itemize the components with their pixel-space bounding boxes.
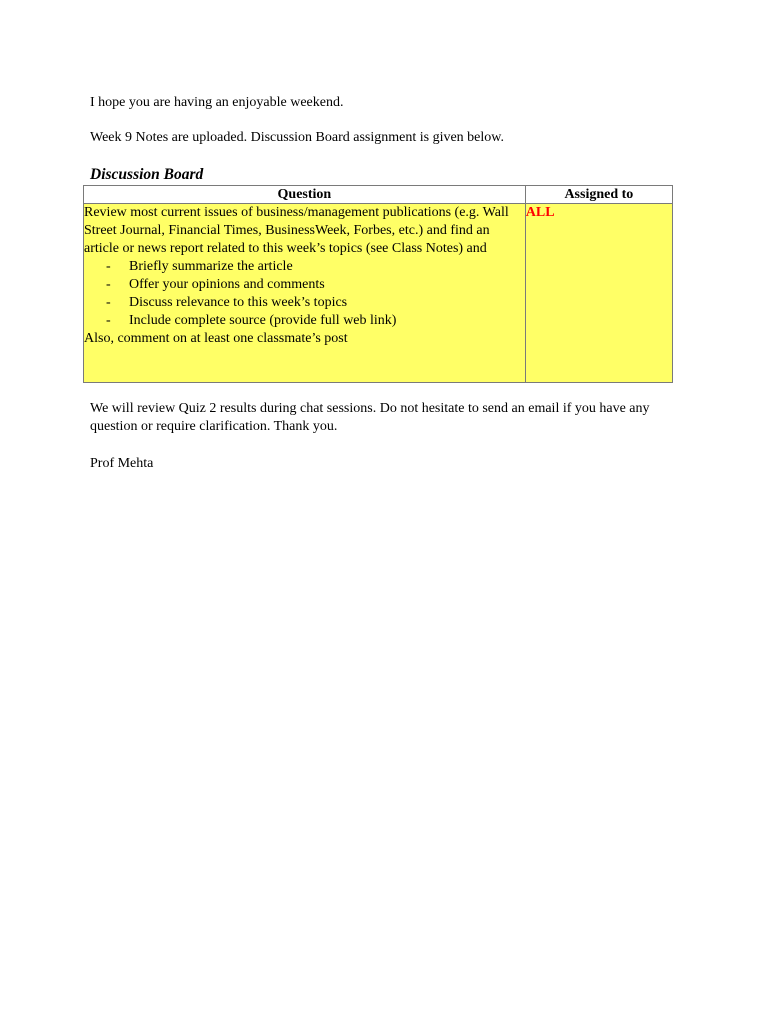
question-column-header: Question [84,186,526,204]
table-row [84,204,673,383]
greeting-text: I hope you are having an enjoyable weekend. [90,95,344,110]
closing-text: We will review Quiz 2 results during chat sessions. Do not hesitate to send an email if you have any question or require clarification. Thank you. [90,401,650,434]
list-item-text: Briefly summarize the article [129,259,293,274]
list-item [84,312,525,330]
dash-bullet-icon: - [106,295,111,310]
section-title: Discussion Board [90,166,204,183]
assigned-to-column-header: Assigned to [525,186,672,204]
list-item-text: Offer your opinions and comments [129,277,325,292]
assigned-to-cell [525,204,672,383]
question-outro-text: Also, comment on at least one classmate’s post [84,331,348,346]
list-item [84,258,525,276]
discussion-board-table [83,185,673,383]
dash-bullet-icon: - [106,313,111,328]
question-cell [84,204,526,383]
question-bullet-list [84,258,525,330]
dash-bullet-icon: - [106,259,111,274]
list-item-text: Discuss relevance to this week’s topics [129,295,348,310]
signature-text: Prof Mehta [90,456,154,471]
table-header-row [84,186,673,204]
dash-bullet-icon: - [106,277,111,292]
notes-announcement-text: Week 9 Notes are uploaded. Discussion Board assignment is given below. [90,130,504,145]
question-intro-text: Review most current issues of business/management publications (e.g. Wall Street Journal, Financial Times, BusinessWeek, Forbes, etc.) and find an article or news report related to this week’s topics (see Class Notes) and [84,205,509,256]
list-item-text: Include complete source (provide full web link) [129,313,397,328]
assigned-to-value: ALL [525,205,555,220]
list-item [84,294,525,312]
list-item [84,276,525,294]
